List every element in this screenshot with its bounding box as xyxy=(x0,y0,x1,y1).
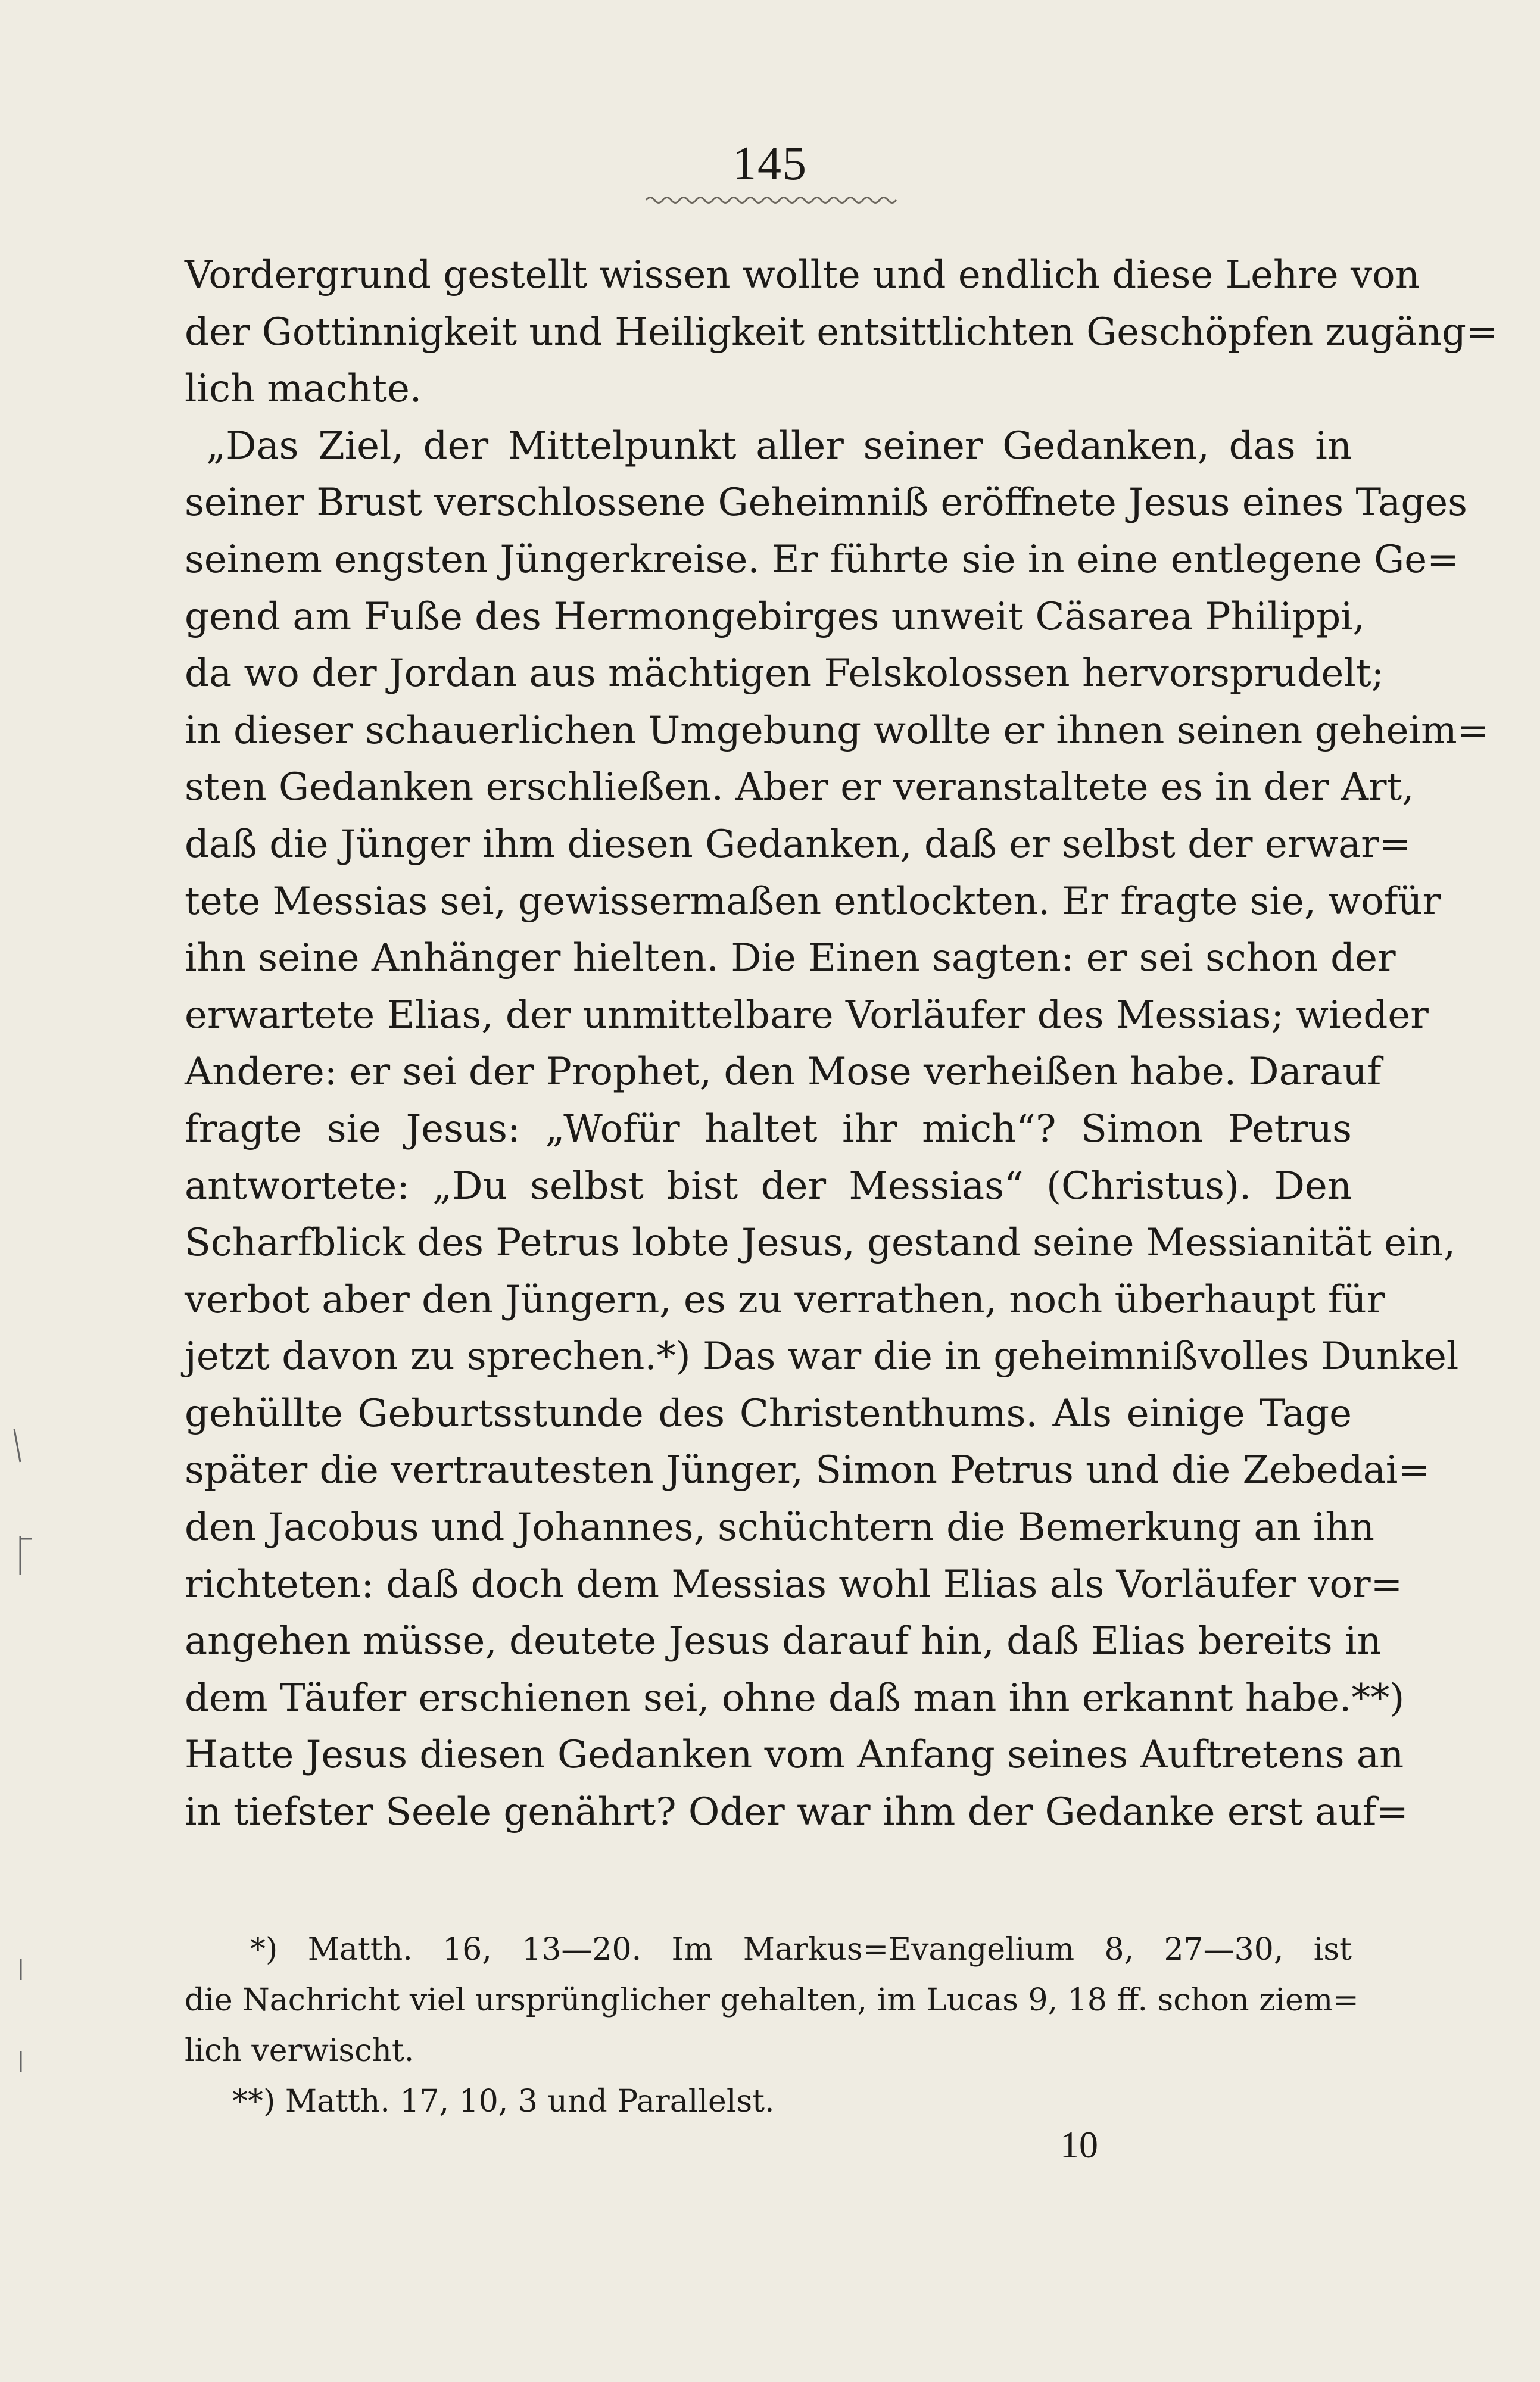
margin-tick-mark xyxy=(12,1429,24,1465)
text-line: angehen müsse, deutete Jesus darauf hin, daß Elias bereits in xyxy=(185,1619,1382,1664)
main-text xyxy=(185,247,1498,1841)
text-line: da wo der Jordan aus mächtigen Felskolossen hervorsprudelt; xyxy=(185,651,1385,696)
ornament-rule xyxy=(646,194,896,207)
footnote-line: **) Matth. 17, 10, 3 und Parallelst. xyxy=(232,2084,775,2119)
text-line: daß die Jünger ihm diesen Gedanken, daß er selbst der erwar= xyxy=(185,822,1411,866)
footnotes xyxy=(185,1925,1359,2127)
text-line: in tiefster Seele genährt? Oder war ihm der Gedanke erst auf= xyxy=(185,1790,1408,1835)
text-line: der Gottinnigkeit und Heiligkeit entsittlichten Geschöpfen zugäng= xyxy=(185,310,1498,354)
text-line: seiner Brust verschlossene Geheimniß eröffnete Jesus eines Tages xyxy=(185,481,1467,525)
text-line: Andere: er sei der Prophet, den Mose verheißen habe. Darauf xyxy=(185,1050,1382,1095)
text-line: tete Messias sei, gewissermaßen entlockten. Er fragte sie, wofür xyxy=(185,879,1441,924)
text-line: gehüllte Geburtsstunde des Christenthums. Als einige Tage xyxy=(185,1391,1352,1436)
signature-mark: 10 xyxy=(1060,2124,1098,2166)
margin-tick-mark xyxy=(18,1959,24,1983)
margin-bracket-mark xyxy=(18,1536,36,1578)
page-number: 145 xyxy=(732,138,808,190)
margin-tick-mark xyxy=(18,2051,24,2075)
text-line: jetzt davon zu sprechen.*) Das war die in geheimnißvolles Dunkel xyxy=(185,1335,1459,1379)
text-line: richteten: daß doch dem Messias wohl Elias als Vorläufer vor= xyxy=(185,1562,1403,1607)
text-line: Vordergrund gestellt wissen wollte und endlich diese Lehre von xyxy=(185,253,1420,297)
text-line: Hatte Jesus diesen Gedanken vom Anfang seines Auftretens an xyxy=(185,1733,1404,1778)
text-line: „Das Ziel, der Mittelpunkt aller seiner Gedanken, das in xyxy=(206,423,1352,468)
text-line: verbot aber den Jüngern, es zu verrathen, noch überhaupt für xyxy=(185,1277,1385,1322)
text-line: seinem engsten Jüngerkreise. Er führte sie in eine entlegene Ge= xyxy=(185,537,1459,582)
text-line: in dieser schauerlichen Umgebung wollte er ihnen seinen geheim= xyxy=(185,708,1489,753)
text-line: antwortete: „Du selbst bist der Messias“ (Christus). Den xyxy=(185,1164,1352,1208)
text-line: sten Gedanken erschließen. Aber er veranstaltete es in der Art, xyxy=(185,765,1414,810)
text-line: fragte sie Jesus: „Wofür haltet ihr mich“? Simon Petrus xyxy=(185,1106,1352,1151)
text-line: später die vertrautesten Jünger, Simon Petrus und die Zebedai= xyxy=(185,1448,1430,1493)
text-line: ihn seine Anhänger hielten. Die Einen sagten: er sei schon der xyxy=(185,936,1396,981)
text-line: dem Täufer erschienen sei, ohne daß man ihn erkannt habe.**) xyxy=(185,1676,1405,1720)
text-line: gend am Fuße des Hermongebirges unweit Cäsarea Philippi, xyxy=(185,594,1365,639)
footnote-line: die Nachricht viel ursprünglicher gehalten, im Lucas 9, 18 ff. schon ziem= xyxy=(185,1982,1359,2018)
footnote-line: lich verwischt. xyxy=(185,2033,414,2069)
text-line: lich machte. xyxy=(185,367,422,411)
text-line: Scharfblick des Petrus lobte Jesus, gestand seine Messianität ein, xyxy=(185,1221,1456,1265)
text-line: erwartete Elias, der unmittelbare Vorläufer des Messias; wieder xyxy=(185,993,1429,1037)
text-line: den Jacobus und Johannes, schüchtern die Bemerkung an ihn xyxy=(185,1505,1374,1550)
footnote-line: *) Matth. 16, 13—20. Im Markus=Evangelium 8, 27—30, ist xyxy=(250,1932,1352,1968)
